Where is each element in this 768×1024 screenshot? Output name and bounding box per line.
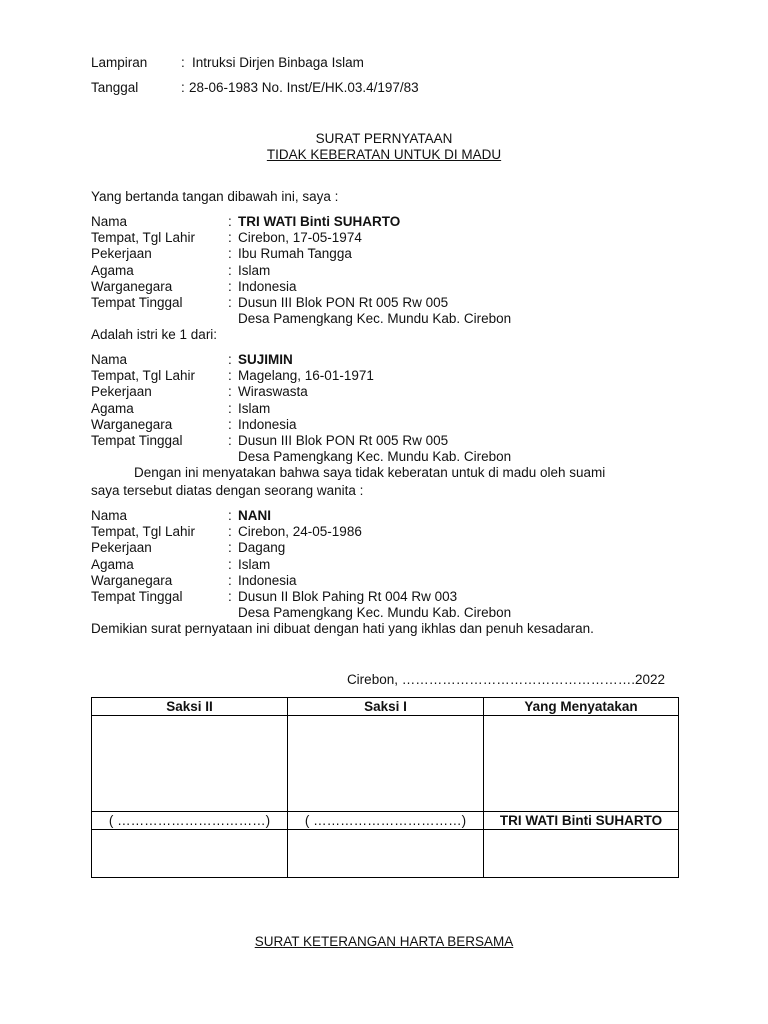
field-separator: : xyxy=(228,508,232,523)
person3-citizenship-row xyxy=(91,573,594,589)
signature-space-row xyxy=(92,716,679,812)
person1-birth: Cirebon, 17-05-1974 xyxy=(238,230,362,246)
person3-details xyxy=(91,508,594,638)
empty-cell xyxy=(288,830,484,878)
field-separator: : xyxy=(228,352,232,367)
person2-citizenship-row xyxy=(91,417,511,433)
person1-occupation: Ibu Rumah Tangga xyxy=(238,246,352,262)
attachment-label: Lampiran xyxy=(91,55,148,70)
signature-header-row xyxy=(92,698,679,716)
person1-citizenship-row xyxy=(91,279,511,295)
document-subtitle: TIDAK KEBERATAN UNTUK DI MADU xyxy=(266,147,502,162)
field-label: Pekerjaan xyxy=(91,246,152,262)
statement-line1: Dengan ini menyatakan bahwa saya tidak keberatan untuk di madu oleh suami xyxy=(134,465,606,480)
document-title: SURAT PERNYATAAN xyxy=(315,131,453,146)
declarant-signature-area xyxy=(484,716,679,812)
field-label: Warganegara xyxy=(91,416,173,432)
signature-empty-row xyxy=(92,830,679,878)
person2-name: SUJIMIN xyxy=(238,352,293,367)
person1-details xyxy=(91,214,511,344)
witness2-name: ( ……………………………) xyxy=(92,812,288,830)
field-separator: : xyxy=(228,572,232,588)
person3-residence-row xyxy=(91,589,594,605)
person3-name: NANI xyxy=(238,508,271,523)
date-separator: : xyxy=(181,80,185,95)
signature-table xyxy=(91,697,679,878)
field-separator: : xyxy=(228,540,232,556)
field-label: Pekerjaan xyxy=(91,540,152,556)
field-label: Warganegara xyxy=(91,278,173,294)
place-date: Cirebon, …………………………………………….2022 xyxy=(346,672,665,687)
person3-birth: Cirebon, 24-05-1986 xyxy=(238,524,362,540)
person2-address-line2: Desa Pamengkang Kec. Mundu Kab. Cirebon xyxy=(238,449,512,465)
field-label: Warganegara xyxy=(91,572,173,588)
relation-text: Adalah istri ke 1 dari: xyxy=(91,327,218,343)
field-label: Tempat, Tgl Lahir xyxy=(91,230,196,246)
person3-citizenship: Indonesia xyxy=(238,572,297,588)
person2-name-row xyxy=(91,352,511,368)
person3-address-line1: Dusun II Blok Pahing Rt 004 Rw 003 xyxy=(238,588,458,604)
field-label: Agama xyxy=(91,262,134,278)
person2-religion: Islam xyxy=(238,400,271,416)
field-separator: : xyxy=(228,400,232,416)
field-separator: : xyxy=(228,246,232,262)
field-label: Tempat Tinggal xyxy=(91,432,183,448)
declarant-name: TRI WATI Binti SUHARTO xyxy=(484,812,679,830)
date-value: 28-06-1983 No. Inst/E/HK.03.4/197/83 xyxy=(189,80,419,95)
signature-name-row xyxy=(92,812,679,830)
closing-text: Demikian surat pernyataan ini dibuat dengan hati yang ikhlas dan penuh kesadaran. xyxy=(91,621,594,637)
field-separator: : xyxy=(228,214,232,229)
field-separator: : xyxy=(228,556,232,572)
person3-occupation-row xyxy=(91,540,594,556)
person1-residence-row xyxy=(91,295,511,311)
person2-religion-row xyxy=(91,401,511,417)
field-separator: : xyxy=(228,368,232,384)
attachment-separator: : xyxy=(181,55,185,70)
witness2-header: Saksi II xyxy=(92,698,288,716)
field-label: Tempat, Tgl Lahir xyxy=(91,524,196,540)
field-separator: : xyxy=(228,432,232,448)
person3-address-line2: Desa Pamengkang Kec. Mundu Kab. Cirebon xyxy=(238,605,512,621)
field-separator: : xyxy=(228,384,232,400)
field-separator: : xyxy=(228,416,232,432)
person2-birth: Magelang, 16-01-1971 xyxy=(238,368,374,384)
attachment-value: Intruksi Dirjen Binbaga Islam xyxy=(192,55,364,70)
person2-address-line1: Dusun III Blok PON Rt 005 Rw 005 xyxy=(238,432,449,448)
person1-occupation-row xyxy=(91,246,511,262)
witness1-name: ( ……………………………) xyxy=(288,812,484,830)
empty-cell xyxy=(92,830,288,878)
statement-line2: saya tersebut diatas dengan seorang wanita : xyxy=(91,483,364,498)
field-label: Nama xyxy=(91,352,128,367)
person3-name-row xyxy=(91,508,594,524)
field-label: Tempat Tinggal xyxy=(91,294,183,310)
person1-citizenship: Indonesia xyxy=(238,278,297,294)
intro-text: Yang bertanda tangan dibawah ini, saya : xyxy=(91,189,339,204)
field-label: Agama xyxy=(91,556,134,572)
field-separator: : xyxy=(228,524,232,540)
declarant-header: Yang Menyatakan xyxy=(484,698,679,716)
field-label: Pekerjaan xyxy=(91,384,152,400)
date-label: Tanggal xyxy=(91,80,139,95)
person1-birth-row xyxy=(91,230,511,246)
witness1-signature-area xyxy=(288,716,484,812)
next-section-title: SURAT KETERANGAN HARTA BERSAMA xyxy=(254,934,514,949)
person1-address-line1: Dusun III Blok PON Rt 005 Rw 005 xyxy=(238,294,449,310)
document-subtitle-wrap xyxy=(0,147,768,163)
person3-religion: Islam xyxy=(238,556,271,572)
person2-citizenship: Indonesia xyxy=(238,416,297,432)
field-separator: : xyxy=(228,230,232,246)
field-label: Nama xyxy=(91,214,128,229)
next-title-wrap xyxy=(0,934,768,950)
field-label: Nama xyxy=(91,508,128,523)
person1-religion-row xyxy=(91,263,511,279)
witness1-header: Saksi I xyxy=(288,698,484,716)
field-label: Agama xyxy=(91,400,134,416)
person2-birth-row xyxy=(91,368,511,384)
field-label: Tempat Tinggal xyxy=(91,588,183,604)
person3-religion-row xyxy=(91,557,594,573)
person1-name-row xyxy=(91,214,511,230)
person2-occupation: Wiraswasta xyxy=(238,384,308,400)
field-separator: : xyxy=(228,278,232,294)
person3-birth-row xyxy=(91,524,594,540)
field-separator: : xyxy=(228,588,232,604)
person2-occupation-row xyxy=(91,384,511,400)
person2-residence-row xyxy=(91,433,511,449)
person1-address-line2: Desa Pamengkang Kec. Mundu Kab. Cirebon xyxy=(238,311,512,327)
field-label: Tempat, Tgl Lahir xyxy=(91,368,196,384)
field-separator: : xyxy=(228,262,232,278)
person3-occupation: Dagang xyxy=(238,540,286,556)
person2-details xyxy=(91,352,511,465)
person1-name: TRI WATI Binti SUHARTO xyxy=(238,214,401,229)
person1-religion: Islam xyxy=(238,262,271,278)
field-separator: : xyxy=(228,294,232,310)
witness2-signature-area xyxy=(92,716,288,812)
empty-cell xyxy=(484,830,679,878)
